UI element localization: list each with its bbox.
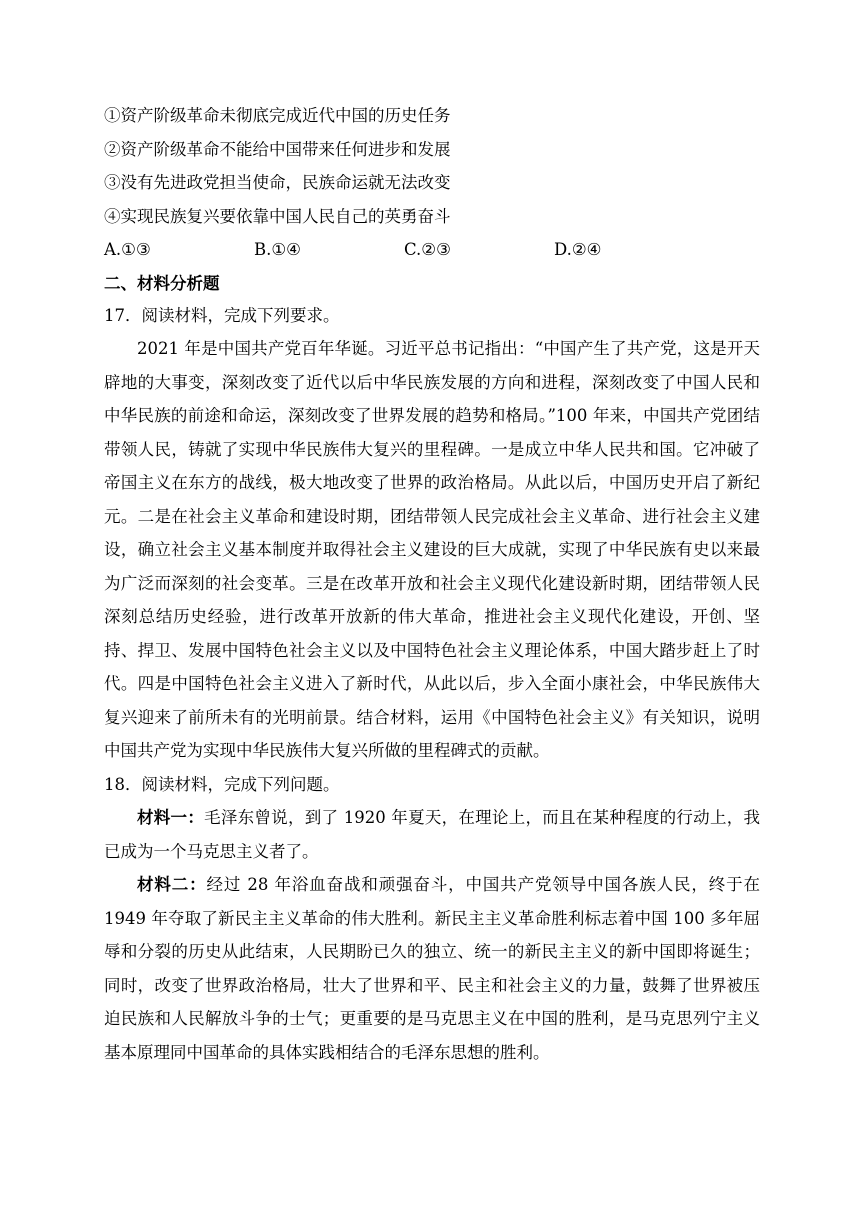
choice-a: A.①③ [104, 240, 151, 259]
q17-material [104, 332, 760, 768]
document-page [104, 99, 760, 1069]
choice-d: D.②④ [554, 240, 602, 259]
option-1: ①资产阶级革命未彻底完成近代中国的历史任务 [104, 106, 451, 125]
choice-c: C.②③ [404, 240, 451, 259]
material-2-label: 材料二： [137, 875, 207, 894]
q17-stem: 17．阅读材料，完成下列要求。 [104, 305, 340, 325]
q18-stem: 18．阅读材料，完成下列问题。 [104, 774, 340, 794]
q17-material-text: 2021 年是中国共产党百年华诞。习近平总书记指出：“中国产生了共产党，这是开天辟地的大事变，深刻改变了近代以后中华民族发展的方向和进程，深刻改变了中国人民和中华民族的前途和命运，深刻改变了世界发展的趋势和格局。”100 年来，中国共产党团结带领人民，铸就了实现中华民族伟大复兴的里程碑。一是成立中华人民共和国。它冲破了帝国主义在东方的战线，极大地改变了世界的政治格局。从此以后，中国历史开启了新纪元。二是在社会主义革命和建设时期，团结带领人民完成社会主义革命、进行社会主义建设，确立社会主义基本制度并取得社会主义建设的巨大成就，实现了中华民族有史以来最为广泛而深刻的社会变革。三是在改革开放和社会主义现代化建设新时期，团结带领人民深刻总结历史经验，进行改革开放新的伟大革命，推进社会主义现代化建设，开创、坚持、捍卫、发展中国特色社会主义以及中国特色社会主义理论体系，中国大踏步赶上了时代。四是中国特色社会主义进入了新时代，从此以后，步入全面小康社会，中华民族伟大复兴迎来了前所未有的光明前景。结合材料，运用《中国特色社会主义》有关知识，说明中国共产党为实现中华民族伟大复兴所做的里程碑式的贡献。 [104, 339, 761, 760]
material-1-text: 毛泽东曾说，到了 1920 年夏天，在理论上，而且在某种程度的行动上，我已成为一个马克思主义者了。 [104, 808, 761, 861]
section-title: 二、材料分析题 [104, 273, 220, 293]
material-2-text: 经过 28 年浴血奋战和顽强奋斗，中国共产党领导中国各族人民，终于在 1949 年夺取了新民主主义革命的伟大胜利。新民主主义革命胜利标志着中国 100 多年屈辱和分裂的历史从此结束，人民期盼已久的独立、统一的新民主主义的新中国即将诞生；同时，改变了世界政治格局，壮大了世界和平、民主和社会主义的力量，鼓舞了世界被压迫民族和人民解放斗争的士气；更重要的是马克思主义在中国的胜利，是马克思列宁主义基本原理同中国革命的具体实践相结合的毛泽东思想的胜利。 [104, 875, 760, 1062]
q18-material-2 [104, 868, 760, 1069]
option-3: ③没有先进政党担当使命，民族命运就无法改变 [104, 173, 451, 192]
q17-requirement: 结合材料，运用《中国特色社会主义》有关知识，说明中国共产党为实现中华民族伟大复兴所做的里程碑式的贡献。 [104, 707, 761, 760]
answer-choices [104, 233, 760, 267]
q18-material-1 [104, 801, 760, 868]
material-1-label: 材料一： [137, 808, 205, 827]
choice-b: B.①④ [254, 240, 301, 259]
option-4: ④实现民族复兴要依靠中国人民自己的英勇奋斗 [104, 206, 451, 226]
option-2: ②资产阶级革命不能给中国带来任何进步和发展 [104, 139, 451, 159]
